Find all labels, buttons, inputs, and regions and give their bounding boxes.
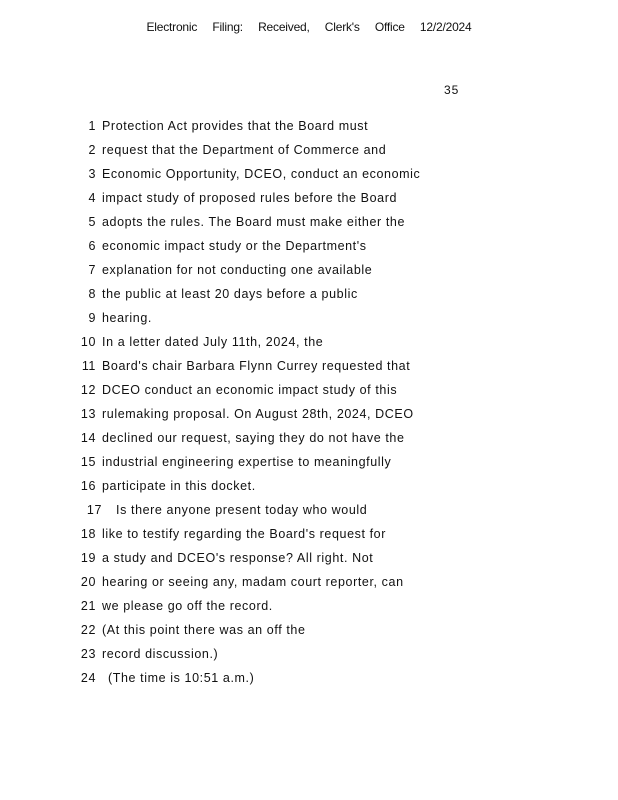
line-number: 16 bbox=[80, 479, 96, 493]
line-text: adopts the rules. The Board must make either the bbox=[102, 215, 406, 229]
line-number: 7 bbox=[88, 263, 96, 277]
transcript-line bbox=[0, 332, 618, 356]
line-text: a study and DCEO's response? All right. Not bbox=[102, 551, 374, 565]
line-text: DCEO conduct an economic impact study of this bbox=[102, 383, 398, 397]
line-number: 23 bbox=[80, 647, 96, 661]
line-text: the public at least 20 days before a public bbox=[102, 287, 358, 301]
header-date: 12/2/2024 bbox=[419, 20, 472, 34]
line-text: participate in this docket. bbox=[102, 479, 256, 493]
line-text: we please go off the record. bbox=[102, 599, 273, 613]
transcript-line bbox=[0, 188, 618, 212]
line-text: Protection Act provides that the Board must bbox=[102, 119, 369, 133]
header-word: Filing: bbox=[212, 20, 243, 34]
line-number: 17 bbox=[86, 503, 102, 517]
line-number: 21 bbox=[80, 599, 96, 613]
line-number: 1 bbox=[88, 119, 96, 133]
transcript-line bbox=[0, 428, 618, 452]
line-text: In a letter dated July 11th, 2024, the bbox=[102, 335, 324, 349]
transcript-line bbox=[0, 668, 618, 692]
line-text: Economic Opportunity, DCEO, conduct an economic bbox=[102, 167, 421, 181]
transcript-line bbox=[0, 284, 618, 308]
line-text: declined our request, saying they do not have the bbox=[102, 431, 405, 445]
line-number: 18 bbox=[80, 527, 96, 541]
line-number: 6 bbox=[88, 239, 96, 253]
line-number: 12 bbox=[80, 383, 96, 397]
transcript-line bbox=[0, 140, 618, 164]
line-number: 5 bbox=[88, 215, 96, 229]
line-text: rulemaking proposal. On August 28th, 2024, DCEO bbox=[102, 407, 414, 421]
line-number: 15 bbox=[80, 455, 96, 469]
transcript-line bbox=[0, 212, 618, 236]
line-text: explanation for not conducting one available bbox=[102, 263, 373, 277]
transcript-line bbox=[0, 452, 618, 476]
line-text: hearing. bbox=[102, 311, 152, 325]
filing-header bbox=[0, 20, 618, 34]
line-text: Is there anyone present today who would bbox=[116, 503, 368, 517]
line-number: 11 bbox=[81, 359, 96, 373]
line-text: like to testify regarding the Board's request for bbox=[102, 527, 387, 541]
line-text: request that the Department of Commerce and bbox=[102, 143, 387, 157]
line-number: 19 bbox=[80, 551, 96, 565]
transcript-line bbox=[0, 620, 618, 644]
line-text: (At this point there was an off the bbox=[102, 623, 306, 637]
transcript-line bbox=[0, 644, 618, 668]
header-word: Office bbox=[374, 20, 405, 34]
transcript-line bbox=[0, 164, 618, 188]
line-number: 24 bbox=[80, 671, 96, 685]
line-text: (The time is 10:51 a.m.) bbox=[108, 671, 255, 685]
line-text: record discussion.) bbox=[102, 647, 219, 661]
line-number: 20 bbox=[80, 575, 96, 589]
page-number: 35 bbox=[444, 83, 460, 97]
transcript-line bbox=[0, 356, 618, 380]
transcript-line bbox=[0, 260, 618, 284]
transcript-line bbox=[0, 380, 618, 404]
transcript-line bbox=[0, 308, 618, 332]
transcript-line bbox=[0, 596, 618, 620]
line-text: hearing or seeing any, madam court reporter, can bbox=[102, 575, 404, 589]
line-number: 4 bbox=[88, 191, 96, 205]
line-text: economic impact study or the Department's bbox=[102, 239, 367, 253]
line-number: 10 bbox=[80, 335, 96, 349]
line-number: 3 bbox=[88, 167, 96, 181]
transcript-line bbox=[0, 572, 618, 596]
line-number: 8 bbox=[88, 287, 96, 301]
line-number: 9 bbox=[88, 311, 96, 325]
transcript-line bbox=[0, 476, 618, 500]
line-number: 22 bbox=[80, 623, 96, 637]
transcript-line bbox=[0, 500, 618, 524]
line-number: 13 bbox=[80, 407, 96, 421]
line-number: 14 bbox=[80, 431, 96, 445]
header-word: Received, bbox=[258, 20, 310, 34]
line-text: Board's chair Barbara Flynn Currey requested that bbox=[102, 359, 411, 373]
header-word: Electronic bbox=[146, 20, 198, 34]
transcript-line bbox=[0, 236, 618, 260]
line-text: impact study of proposed rules before the Board bbox=[102, 191, 398, 205]
transcript-line bbox=[0, 116, 618, 140]
line-text: industrial engineering expertise to meaningfully bbox=[102, 455, 392, 469]
transcript-line bbox=[0, 548, 618, 572]
transcript-line bbox=[0, 404, 618, 428]
header-word: Clerk's bbox=[324, 20, 360, 34]
line-number: 2 bbox=[88, 143, 96, 157]
transcript-line bbox=[0, 524, 618, 548]
